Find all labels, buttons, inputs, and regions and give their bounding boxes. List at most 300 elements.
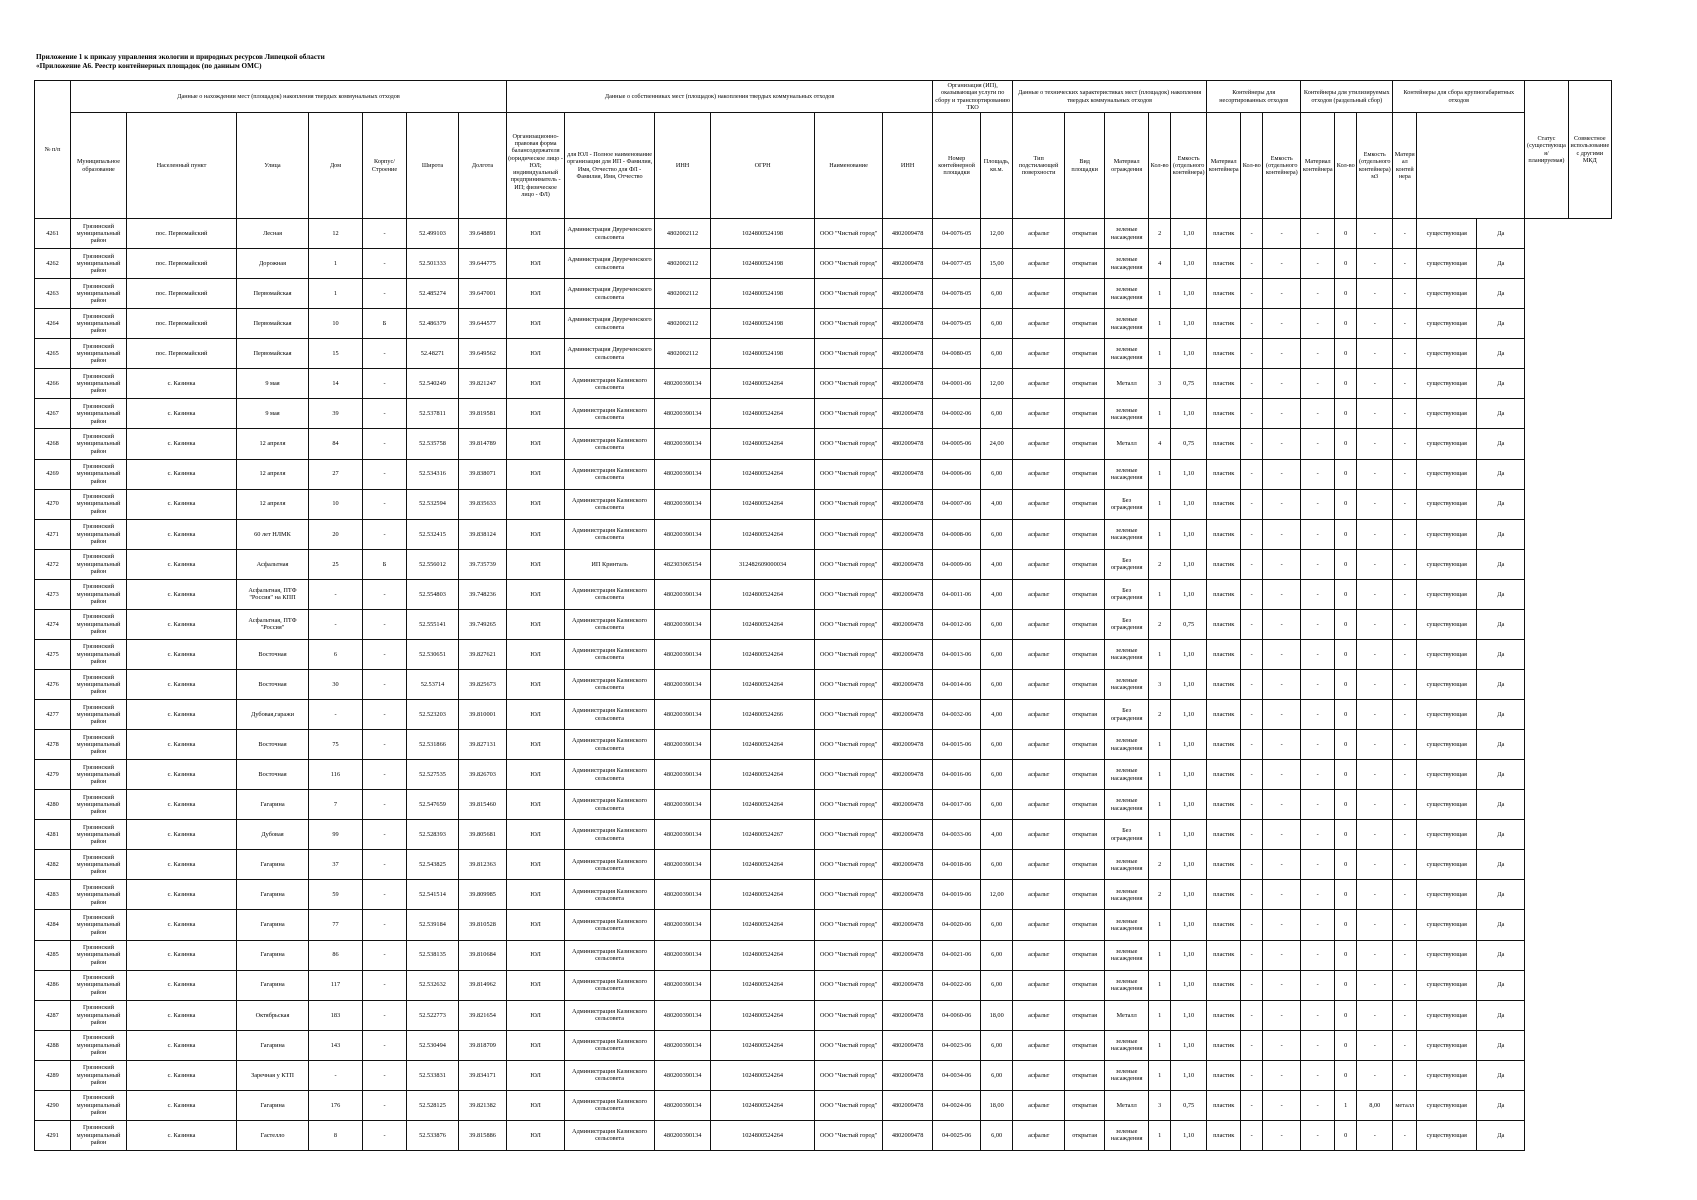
table-cell: - [1393,369,1417,399]
table-cell: - [363,760,407,790]
table-cell: - [1241,459,1263,489]
column-header: Тип подстилающей поверхности [1013,113,1065,219]
table-cell: 52.532594 [407,489,459,519]
table-cell: 1,10 [1171,249,1207,279]
table-cell: 4,00 [981,579,1013,609]
table-cell: - [1357,1000,1393,1030]
table-cell: 1,10 [1171,760,1207,790]
table-cell: - [1301,249,1335,279]
table-cell: 4270 [35,489,71,519]
table-cell: - [1241,309,1263,339]
table-cell: 4285 [35,940,71,970]
table-cell: Да [1477,730,1525,760]
table-cell: 1 [1335,1090,1357,1120]
table-cell: 1024800524264 [711,1000,815,1030]
table-cell: 1024800524198 [711,249,815,279]
table-cell: 6,00 [981,940,1013,970]
table-cell: зеленые насаждения [1105,309,1149,339]
table-row [35,309,1612,339]
table-cell: ЮЛ [507,309,565,339]
table-cell: 2 [1149,850,1171,880]
table-cell: открытая [1065,1120,1105,1150]
table-cell: 60 лет НЛМК [237,519,309,549]
table-cell: 1024800524264 [711,1060,815,1090]
table-cell: 0 [1335,519,1357,549]
table-cell: 4287 [35,1000,71,1030]
table-cell: Администрация Казинского сельсовета [565,639,655,669]
table-cell: 04-0013-06 [933,639,981,669]
table-cell: - [1241,489,1263,519]
table-cell: ЮЛ [507,669,565,699]
table-cell: 52.533831 [407,1060,459,1090]
table-cell: - [1357,760,1393,790]
table-cell: ЮЛ [507,940,565,970]
table-cell: ООО "Чистый город" [815,369,883,399]
table-cell: - [1241,639,1263,669]
table-cell: ЮЛ [507,249,565,279]
table-cell: Грязинский муниципальный район [71,1060,127,1090]
table-cell: - [1241,820,1263,850]
table-row [35,429,1612,459]
table-cell: ЮЛ [507,219,565,249]
table-cell: - [1357,639,1393,669]
table-cell: зеленые насаждения [1105,850,1149,880]
table-cell: 4278 [35,730,71,760]
table-cell: 39.805681 [459,820,507,850]
table-cell: Грязинский муниципальный район [71,790,127,820]
column-header: Площадь, кв.м. [981,113,1013,219]
table-cell: открытая [1065,730,1105,760]
table-cell: Грязинский муниципальный район [71,279,127,309]
column-header: Номер контейнерной площадки [933,113,981,219]
table-cell: Да [1477,339,1525,369]
table-cell: 6,00 [981,609,1013,639]
table-cell: 4272 [35,549,71,579]
table-cell: 1024800524264 [711,880,815,910]
table-cell: открытая [1065,1030,1105,1060]
table-cell: 1,10 [1171,730,1207,760]
table-cell: 4802009478 [883,489,933,519]
table-row [35,399,1612,429]
table-cell: ЮЛ [507,850,565,880]
table-cell: 39.838124 [459,519,507,549]
table-cell: ЮЛ [507,639,565,669]
table-cell: 4802009478 [883,820,933,850]
table-cell: - [309,700,363,730]
table-cell: 1024800524264 [711,760,815,790]
table-cell: 59 [309,880,363,910]
table-cell: асфальт [1013,1120,1065,1150]
table-cell: пластик [1207,219,1241,249]
table-cell: Грязинский муниципальный район [71,1090,127,1120]
table-cell: пластик [1207,850,1241,880]
table-cell: Грязинский муниципальный район [71,940,127,970]
table-cell: пластик [1207,369,1241,399]
table-cell: Гагарина [237,970,309,1000]
table-cell: Асфальтная [237,549,309,579]
table-cell: пос. Первомайский [127,309,237,339]
table-row [35,249,1612,279]
table-cell: - [1241,850,1263,880]
table-cell: Гагарина [237,850,309,880]
table-cell: - [1263,219,1301,249]
table-cell: - [1263,880,1301,910]
table-cell: зеленые насаждения [1105,970,1149,1000]
table-cell: 4267 [35,399,71,429]
table-cell: пластик [1207,940,1241,970]
table-cell: - [1393,910,1417,940]
table-cell: Да [1477,1000,1525,1030]
table-cell: 39.821654 [459,1000,507,1030]
table-cell: 4802009478 [883,639,933,669]
table-cell: 52.532632 [407,970,459,1000]
table-cell: ООО "Чистый город" [815,549,883,579]
table-cell: Грязинский муниципальный район [71,639,127,669]
table-cell: Да [1477,1060,1525,1090]
table-cell: открытая [1065,579,1105,609]
table-cell: - [1301,730,1335,760]
table-cell: открытая [1065,910,1105,940]
table-cell: - [1301,279,1335,309]
table-cell: 04-0008-06 [933,519,981,549]
table-cell: асфальт [1013,1030,1065,1060]
table-cell: - [363,609,407,639]
table-cell: 1,10 [1171,1060,1207,1090]
table-cell: 480200390134 [655,669,711,699]
group-header: Данные о нахождении мест (площадок) накопления твердых коммунальных отходов [71,81,507,113]
table-cell: 4802009478 [883,910,933,940]
table-cell: открытая [1065,549,1105,579]
table-cell: 4802009478 [883,790,933,820]
column-header: Емкость (отдельного контейнера) [1263,113,1301,219]
table-cell: существующая [1417,1090,1477,1120]
table-cell: 4274 [35,609,71,639]
table-cell: Без ограждения [1105,820,1149,850]
table-cell: - [1241,219,1263,249]
column-header: Населенный пункт [127,113,237,219]
table-cell: - [1241,339,1263,369]
table-row [35,1030,1612,1060]
column-header: ИНН [655,113,711,219]
table-cell: - [1393,700,1417,730]
table-cell: 1 [1149,790,1171,820]
table-cell: 39.814962 [459,970,507,1000]
table-cell: - [363,850,407,880]
table-cell: ООО "Чистый город" [815,429,883,459]
table-cell: - [363,1000,407,1030]
table-cell: существующая [1417,1060,1477,1090]
table-body [35,219,1612,1151]
table-cell: 3 [1149,669,1171,699]
table-cell: - [1393,880,1417,910]
table-cell: 39.809985 [459,880,507,910]
table-cell: 0 [1335,639,1357,669]
table-cell: ЮЛ [507,429,565,459]
group-header: Контейнеры для утилизируемых отходов (раздельный сбор) [1301,81,1393,113]
table-cell: Восточная [237,639,309,669]
table-cell: Гагарина [237,1090,309,1120]
table-row [35,790,1612,820]
table-cell: 480200390134 [655,790,711,820]
table-cell: 0 [1335,700,1357,730]
table-cell: 52.532415 [407,519,459,549]
table-cell: 04-0002-06 [933,399,981,429]
table-cell: 480200390134 [655,1030,711,1060]
table-cell: 1,10 [1171,700,1207,730]
table-cell: Администрация Казинского сельсовета [565,1120,655,1150]
table-cell: ООО "Чистый город" [815,1000,883,1030]
table-cell: 1 [1149,1000,1171,1030]
table-cell: Да [1477,489,1525,519]
table-cell: 04-0033-06 [933,820,981,850]
table-cell: 4279 [35,760,71,790]
table-cell: зеленые насаждения [1105,399,1149,429]
header-group-row [35,81,1612,113]
table-cell: 3 [1149,1090,1171,1120]
table-cell: Да [1477,669,1525,699]
table-cell: - [1393,579,1417,609]
table-cell: 6,00 [981,459,1013,489]
table-cell: - [363,1030,407,1060]
table-cell: Администрация Казинского сельсовета [565,519,655,549]
table-cell: 04-0032-06 [933,700,981,730]
table-cell: ООО "Чистый город" [815,880,883,910]
table-cell: Б [363,549,407,579]
table-cell: 480200390134 [655,519,711,549]
table-cell: ЮЛ [507,820,565,850]
table-cell: 1,10 [1171,339,1207,369]
table-cell: пластик [1207,669,1241,699]
table-cell: 52.533876 [407,1120,459,1150]
table-cell: существующая [1417,399,1477,429]
table-cell: пластик [1207,459,1241,489]
table-cell: зеленые насаждения [1105,1030,1149,1060]
table-cell: 1 [1149,940,1171,970]
table-cell: асфальт [1013,219,1065,249]
table-cell: Грязинский муниципальный район [71,760,127,790]
table-cell: ООО "Чистый город" [815,579,883,609]
table-cell: ЮЛ [507,970,565,1000]
table-cell: открытая [1065,639,1105,669]
table-cell: Да [1477,309,1525,339]
table-cell: ЮЛ [507,1030,565,1060]
table-cell: 04-0025-06 [933,1120,981,1150]
table-cell: - [363,369,407,399]
table-cell: 0 [1335,429,1357,459]
table-cell: - [1301,399,1335,429]
table-cell: - [363,1090,407,1120]
table-cell: 0 [1335,850,1357,880]
table-cell: 4802009478 [883,760,933,790]
table-cell: 1,10 [1171,1000,1207,1030]
table-cell: асфальт [1013,279,1065,309]
table-cell: Да [1477,1030,1525,1060]
table-cell: Грязинский муниципальный район [71,429,127,459]
table-cell: с. Казинка [127,579,237,609]
column-header-number: № п/п [35,81,71,219]
table-cell: - [1263,339,1301,369]
table-cell: с. Казинка [127,820,237,850]
table-cell: 4266 [35,369,71,399]
table-cell: ЮЛ [507,369,565,399]
table-cell: зеленые насаждения [1105,519,1149,549]
table-cell: - [1241,760,1263,790]
table-cell: 4271 [35,519,71,549]
table-cell: 0 [1335,940,1357,970]
table-cell: Грязинский муниципальный район [71,609,127,639]
table-cell: асфальт [1013,760,1065,790]
table-row [35,549,1612,579]
table-cell: - [363,669,407,699]
table-cell: существующая [1417,339,1477,369]
table-cell: 1024800524198 [711,219,815,249]
table-cell: 39.815886 [459,1120,507,1150]
table-cell: открытая [1065,219,1105,249]
table-cell: 1024800524264 [711,609,815,639]
table-cell: 1 [1149,1120,1171,1150]
table-cell: Грязинский муниципальный район [71,1030,127,1060]
table-cell: 4 [1149,429,1171,459]
table-cell: - [1263,429,1301,459]
table-cell: 39.827621 [459,639,507,669]
table-cell: 1 [1149,519,1171,549]
table-cell: - [1241,1090,1263,1120]
table-cell: зеленые насаждения [1105,219,1149,249]
table-row [35,970,1612,1000]
table-row [35,910,1612,940]
table-cell: 0 [1335,369,1357,399]
table-cell: 2 [1149,700,1171,730]
table-cell: 39.810528 [459,910,507,940]
table-cell: 4802009478 [883,700,933,730]
table-cell: Администрация Казинского сельсовета [565,1030,655,1060]
table-cell: 0 [1335,1030,1357,1060]
table-cell: пластик [1207,609,1241,639]
table-cell: открытая [1065,399,1105,429]
table-cell: пластик [1207,1030,1241,1060]
table-cell: 39.644577 [459,309,507,339]
table-cell: 9 мая [237,399,309,429]
table-cell: 52.501333 [407,249,459,279]
table-cell: - [1301,639,1335,669]
table-cell: ООО "Чистый город" [815,1090,883,1120]
table-cell: с. Казинка [127,1090,237,1120]
table-cell: пластик [1207,1000,1241,1030]
table-cell: 1024800524264 [711,519,815,549]
table-cell: - [1301,339,1335,369]
table-row [35,369,1612,399]
table-cell: 52.534316 [407,459,459,489]
column-header: Улица [237,113,309,219]
table-cell: асфальт [1013,850,1065,880]
table-cell: - [1241,369,1263,399]
table-cell: асфальт [1013,1090,1065,1120]
table-cell: - [363,1060,407,1090]
table-cell: 04-0020-06 [933,910,981,940]
table-cell: 04-0077-05 [933,249,981,279]
table-cell: - [1301,1090,1335,1120]
header-line-1: Приложение 1 к приказу управления экологии и природных ресурсов Липецкой области [36,53,325,61]
table-cell: 39.819581 [459,399,507,429]
table-cell: 15 [309,339,363,369]
table-cell: открытая [1065,1060,1105,1090]
table-cell: Грязинский муниципальный район [71,399,127,429]
table-cell: Грязинский муниципальный район [71,219,127,249]
table-cell: 480200390134 [655,850,711,880]
table-cell: 1 [1149,820,1171,850]
table-cell: 480200390134 [655,1120,711,1150]
table-cell: с. Казинка [127,880,237,910]
table-cell: пластик [1207,1090,1241,1120]
table-cell: 12 апреля [237,429,309,459]
table-cell: Гагарина [237,940,309,970]
table-cell: существующая [1417,549,1477,579]
table-cell: Да [1477,850,1525,880]
table-cell: 4,00 [981,549,1013,579]
table-cell: 4290 [35,1090,71,1120]
table-cell: 1024800524264 [711,1120,815,1150]
table-cell: 0 [1335,760,1357,790]
table-cell: пластик [1207,820,1241,850]
table-cell: - [1301,429,1335,459]
table-cell: Администрация Казинского сельсовета [565,399,655,429]
table-cell: - [1301,219,1335,249]
table-cell: Грязинский муниципальный район [71,1120,127,1150]
table-cell: 1024800524264 [711,790,815,820]
table-cell: пластик [1207,429,1241,459]
table-cell: 39.821382 [459,1090,507,1120]
table-cell: 4,00 [981,700,1013,730]
table-cell: Да [1477,219,1525,249]
table-cell: - [1301,669,1335,699]
table-cell: - [1301,760,1335,790]
table-cell: - [1393,339,1417,369]
table-cell: открытая [1065,970,1105,1000]
table-cell: 1 [1149,760,1171,790]
table-cell: 480200390134 [655,940,711,970]
table-cell: 3 [1149,369,1171,399]
table-cell: Металл [1105,1000,1149,1030]
table-cell: - [363,219,407,249]
table-header [35,81,1612,219]
table-cell: - [1301,489,1335,519]
table-cell: 312482609000034 [711,549,815,579]
table-cell: с. Казинка [127,549,237,579]
table-cell: зеленые насаждения [1105,249,1149,279]
table-cell: с. Казинка [127,519,237,549]
table-cell: Да [1477,820,1525,850]
table-cell: открытая [1065,669,1105,699]
table-cell: ЮЛ [507,489,565,519]
table-cell: открытая [1065,459,1105,489]
table-cell: ЮЛ [507,760,565,790]
table-cell: Гагарина [237,910,309,940]
table-cell: - [363,820,407,850]
table-cell: 04-0014-06 [933,669,981,699]
table-cell: пос. Первомайский [127,279,237,309]
table-cell: Грязинский муниципальный район [71,700,127,730]
table-cell: асфальт [1013,730,1065,760]
table-cell: ООО "Чистый город" [815,850,883,880]
table-cell: 39.814789 [459,429,507,459]
column-header: Корпус/Строение [363,113,407,219]
table-cell: 4802009478 [883,1000,933,1030]
table-cell: ООО "Чистый город" [815,279,883,309]
table-cell: - [1393,609,1417,639]
table-cell: асфальт [1013,639,1065,669]
table-cell: зеленые насаждения [1105,940,1149,970]
table-cell: 39.825673 [459,669,507,699]
